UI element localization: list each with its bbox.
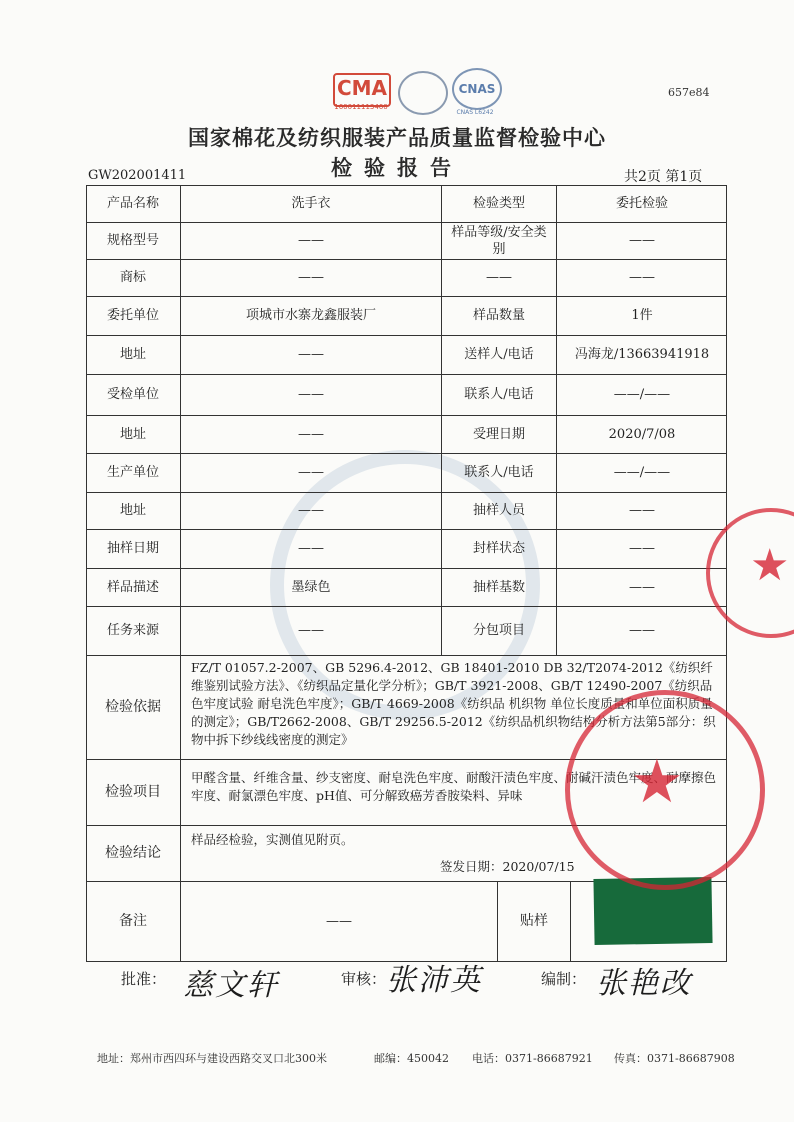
compile-label: 编制： — [541, 970, 587, 988]
document-code: 657e84 — [668, 86, 710, 99]
field-value: —— — [556, 492, 727, 529]
field-value: —— — [180, 374, 441, 415]
cma-logo: CMA — [333, 73, 391, 107]
field-label: 分包项目 — [441, 606, 556, 655]
field-value: —— — [180, 606, 441, 655]
page-info: 共2页 第1页 — [624, 169, 703, 185]
field-label: 地址 — [119, 503, 146, 518]
field-value: 冯海龙/13663941918 — [556, 335, 727, 374]
field-label: —— — [441, 259, 556, 296]
field-label: 样品等级/安全类别 — [441, 222, 556, 259]
table-row — [86, 335, 727, 375]
field-value: 项城市水寨龙鑫服装厂 — [180, 296, 441, 335]
table-row — [86, 374, 727, 416]
field-label: 样品描述 — [106, 579, 159, 595]
ilac-logo — [398, 71, 448, 115]
basis-text: FZ/T 01057.2-2007、GB 5296.4-2012、GB 18401-2010 DB 32/T2074-2012《纺织纤维鉴别试验方法》、《纺织品定量化学分析》；GB/T 3921-2008、GB/T 12490-2007《纺织品 色牢度试验 耐皂洗色牢度》；GB/T 4669-2008《纺织品 机织物 单位长度质量和单位面积质量的测定》；GB/T2662-2008、GB/T 29256.5-2012《纺织品机织物结构分析方法第5部分：织物中拆下纱线线密度的测定》 — [180, 655, 727, 759]
field-label: 检验类型 — [441, 185, 556, 222]
table-row — [86, 529, 727, 569]
review-label: 审核： — [341, 970, 387, 988]
field-value: 委托检验 — [556, 185, 727, 222]
cnas-number: CNAS L6242 — [456, 109, 494, 116]
conclusion-text: 样品经检验，实测值见附页。 — [180, 825, 727, 881]
field-label: 送样人/电话 — [441, 335, 556, 374]
field-value: 墨绿色 — [180, 568, 441, 606]
remarks-label: 备注 — [119, 913, 147, 929]
table-row — [86, 492, 727, 530]
field-label: 样品数量 — [441, 296, 556, 335]
field-label: 生产单位 — [106, 465, 159, 480]
footer-address: 地址：郑州市西四环与建设西路交叉口北300米 — [97, 1052, 327, 1065]
field-label: 联系人/电话 — [441, 453, 556, 492]
field-value: —— — [180, 415, 441, 453]
field-label: 地址 — [119, 347, 146, 362]
field-value: —— — [556, 606, 727, 655]
field-value: —— — [180, 453, 441, 492]
field-value: —— — [180, 222, 441, 259]
report-title: 国家棉花及纺织服装产品质量监督检验中心 — [188, 125, 606, 150]
basis-label: 检验依据 — [105, 698, 161, 715]
report-subtitle: 检验报告 — [331, 155, 463, 180]
field-label: 任务来源 — [106, 623, 159, 638]
field-label: 抽样基数 — [441, 568, 556, 606]
field-label: 抽样日期 — [106, 541, 159, 556]
items-label: 检验项目 — [105, 783, 161, 800]
footer-phone: 电话：0371-86687921 — [472, 1052, 593, 1065]
field-label: 受检单位 — [106, 387, 159, 402]
field-label: 产品名称 — [106, 196, 159, 211]
sample-label: 贴样 — [497, 881, 570, 962]
table-row — [86, 568, 727, 607]
field-label: 商标 — [119, 270, 146, 285]
field-value: ——/—— — [556, 453, 727, 492]
field-value: —— — [180, 492, 441, 529]
issue-date — [440, 857, 575, 875]
items-text: 甲醛含量、纤维含量、纱支密度、耐皂洗色牢度、耐酸汗渍色牢度、耐碱汗渍色牢度、耐摩擦色牢度、耐氯漂色牢度、pH值、可分解致癌芳香胺染料、异味 — [180, 759, 727, 825]
compile-signature: 张艳改 — [596, 966, 692, 1001]
field-value: —— — [180, 529, 441, 568]
field-value: 洗手衣 — [180, 185, 441, 222]
field-value: —— — [180, 335, 441, 374]
official-seal: ★ — [565, 690, 765, 890]
table-row — [86, 415, 727, 454]
issue-date-label: 签发日期： — [440, 859, 503, 874]
table-row — [86, 185, 727, 223]
approve-signature: 慈文轩 — [183, 968, 279, 1003]
field-label: 委托单位 — [106, 308, 159, 323]
report-number: GW202001411 — [88, 168, 187, 183]
conclusion-label: 检验结论 — [105, 844, 161, 861]
table-row — [86, 259, 727, 297]
field-label: 规格型号 — [106, 233, 159, 248]
field-value: 1件 — [556, 296, 727, 335]
review-signature: 张沛英 — [386, 963, 482, 998]
field-value: ——/—— — [556, 374, 727, 415]
footer-fax: 传真：0371-86687908 — [614, 1052, 735, 1065]
field-value: —— — [556, 222, 727, 259]
field-value: —— — [180, 259, 441, 296]
cnas-logo: CNAS — [452, 68, 502, 110]
field-label: 地址 — [119, 426, 146, 442]
approve-label: 批准： — [121, 970, 167, 988]
table-row — [86, 606, 727, 656]
field-label: 抽样人员 — [441, 492, 556, 529]
remarks-value: —— — [180, 881, 497, 962]
issue-date-value: 2020/07/15 — [502, 859, 575, 874]
table-row — [86, 453, 727, 493]
table-row — [86, 296, 727, 336]
field-label: 封样状态 — [441, 529, 556, 568]
field-value: —— — [556, 259, 727, 296]
field-value: —— — [556, 529, 727, 568]
footer-postcode: 邮编：450042 — [374, 1052, 449, 1065]
cma-number: 160011113460 — [334, 103, 388, 111]
field-value: —— — [556, 568, 727, 606]
inspection-seal: ★ — [706, 508, 794, 638]
field-label: 联系人/电话 — [441, 374, 556, 415]
table-row — [86, 222, 727, 260]
field-label: 受理日期 — [441, 415, 556, 453]
field-value: 2020/7/08 — [556, 415, 727, 453]
